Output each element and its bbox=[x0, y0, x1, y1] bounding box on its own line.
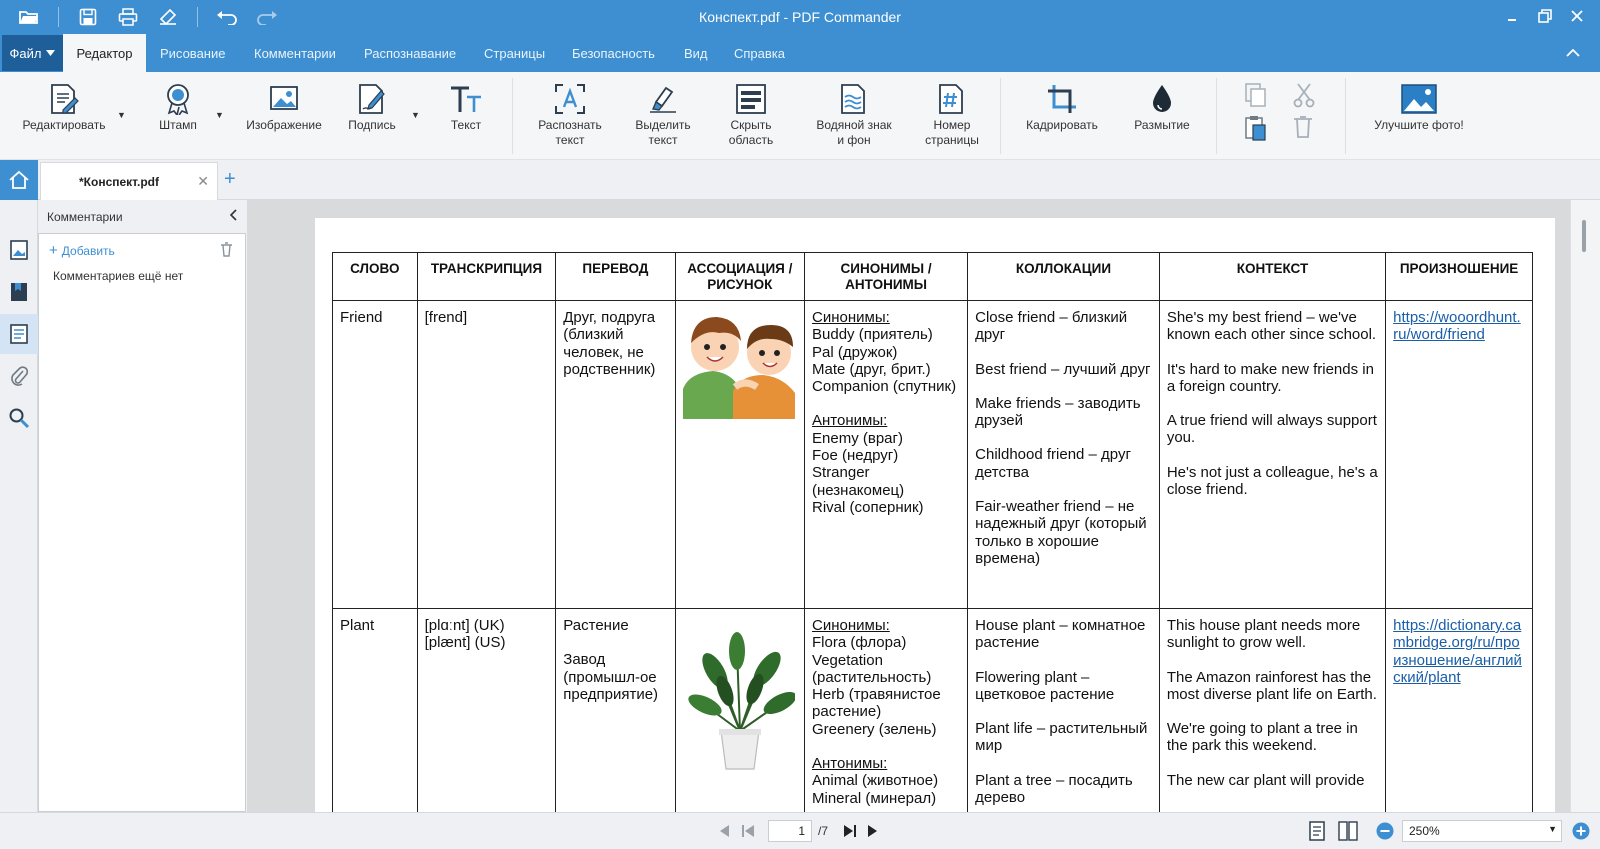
hide-area-button[interactable] bbox=[720, 80, 782, 148]
crop-button[interactable] bbox=[1018, 80, 1106, 133]
context-item: It's hard to make new friends in a foreign country. bbox=[1166, 360, 1374, 395]
window-controls bbox=[1504, 6, 1586, 26]
context-item: A true friend will always support you. bbox=[1166, 412, 1377, 447]
synonym-item: Vegetation (растительность) bbox=[812, 651, 932, 686]
prev-page-button[interactable] bbox=[720, 825, 730, 840]
comments-panel-title: Комментарии bbox=[47, 210, 123, 224]
file-menu-button[interactable] bbox=[2, 35, 63, 71]
zoom-select[interactable] bbox=[1402, 820, 1562, 842]
watermark-icon bbox=[839, 83, 869, 115]
header-collocations: КОЛЛОКАЦИИ bbox=[968, 253, 1160, 301]
delete-icon[interactable] bbox=[1292, 114, 1318, 142]
collocation-item: House plant – комнатное растение bbox=[975, 617, 1146, 652]
tab-view[interactable]: Вид bbox=[684, 45, 708, 61]
translation-line: Завод (промышл-ое предприятие) bbox=[563, 651, 659, 703]
page-number-label-1: Номер bbox=[933, 118, 971, 132]
next-page-button[interactable] bbox=[868, 825, 878, 840]
tab-comments[interactable]: Комментарии bbox=[254, 45, 336, 61]
document-tab-name: *Конспект.pdf bbox=[79, 174, 159, 189]
blur-label: Размытие bbox=[1134, 118, 1190, 132]
enhance-photo-button[interactable] bbox=[1364, 80, 1474, 133]
context-cell bbox=[1159, 609, 1385, 813]
pronunciation-link[interactable]: https://dictionary.cambridge.org/ru/произношение/английский/plant bbox=[1393, 617, 1522, 686]
edit-button[interactable] bbox=[16, 80, 112, 133]
header-transcription: ТРАНСКРИПЦИЯ bbox=[417, 253, 556, 301]
context-item: This house plant needs more sunlight to grow well. bbox=[1166, 617, 1361, 652]
search-icon bbox=[8, 407, 30, 429]
document-tab[interactable] bbox=[40, 162, 218, 200]
status-bar bbox=[0, 812, 1600, 849]
minus-circle-icon bbox=[1376, 822, 1394, 840]
delete-comment-button[interactable] bbox=[220, 242, 233, 260]
collocations-cell bbox=[968, 609, 1160, 813]
synonyms-cell bbox=[805, 301, 968, 609]
watermark-label-2: и фон bbox=[837, 133, 871, 147]
scrollbar-thumb[interactable] bbox=[1582, 220, 1586, 252]
header-synonyms: СИНОНИМЫ / АНТОНИМЫ bbox=[805, 253, 968, 301]
caret-down-icon bbox=[46, 50, 55, 56]
header-word: СЛОВО bbox=[333, 253, 418, 301]
transcription-line: [plænt] (US) bbox=[424, 634, 506, 652]
vertical-scrollbar[interactable] bbox=[1570, 200, 1600, 812]
collocation-item: Flowering plant – цветковое растение bbox=[975, 668, 1115, 703]
first-page-button[interactable] bbox=[742, 825, 754, 840]
antonym-item: Animal (животное) bbox=[812, 772, 939, 790]
document-viewer[interactable] bbox=[247, 200, 1570, 812]
collocation-item: Best friend – лучший друг bbox=[975, 360, 1151, 378]
table-header-row bbox=[333, 253, 1533, 301]
empty-comments-message: Комментариев ещё нет bbox=[53, 269, 184, 283]
potted-plant-icon bbox=[685, 631, 795, 771]
synonym-item: Mate (друг, брит.) bbox=[812, 360, 931, 378]
image-button[interactable] bbox=[240, 80, 328, 133]
collapse-panel-button[interactable] bbox=[229, 208, 237, 224]
single-page-icon bbox=[1308, 821, 1326, 841]
thumbnails-button[interactable] bbox=[0, 230, 38, 270]
signature-label: Подпись bbox=[348, 118, 396, 132]
translation-cell bbox=[556, 301, 675, 609]
context-item: We're going to plant a tree in the park this weekend. bbox=[1166, 720, 1358, 755]
enhance-photo-icon bbox=[1400, 83, 1438, 115]
window-title: Конспект.pdf - PDF Commander bbox=[699, 9, 901, 25]
translation-cell bbox=[556, 609, 675, 813]
bookmark-book-icon bbox=[9, 281, 29, 303]
add-comment-label: Добавить bbox=[61, 243, 115, 258]
ocr-icon bbox=[554, 83, 586, 115]
single-page-view-button[interactable] bbox=[1308, 821, 1326, 844]
search-button[interactable] bbox=[0, 398, 38, 438]
antonyms-label: Антонимы: bbox=[812, 755, 888, 773]
trash-icon bbox=[220, 242, 233, 257]
crop-label: Кадрировать bbox=[1026, 118, 1098, 132]
context-cell bbox=[1159, 301, 1385, 609]
tab-drawing[interactable]: Рисование bbox=[160, 45, 226, 61]
zoom-value: 250% bbox=[1409, 824, 1440, 838]
recognize-label-2: текст bbox=[555, 133, 585, 147]
plus-circle-icon bbox=[1572, 822, 1590, 840]
recognize-text-button[interactable] bbox=[528, 80, 612, 148]
synonyms-label: Синонимы: bbox=[812, 617, 890, 634]
comments-list bbox=[38, 233, 246, 812]
pdf-page bbox=[315, 218, 1555, 812]
context-item: She's my best friend – we've known each other since school. bbox=[1166, 309, 1377, 344]
crop-icon bbox=[1047, 84, 1077, 114]
page-number-button[interactable] bbox=[914, 80, 990, 148]
antonym-item: Stranger (незнакомец) bbox=[812, 464, 905, 499]
collocation-item: Plant life – растительный мир bbox=[975, 720, 1148, 755]
page-number-input[interactable]: 1 bbox=[768, 820, 812, 842]
copy-icon[interactable] bbox=[1244, 82, 1270, 108]
tab-editor[interactable]: Редактор bbox=[63, 34, 146, 72]
collocation-item: Make friends – заводить друзей bbox=[975, 394, 1141, 430]
synonym-item: Companion (спутник) bbox=[812, 378, 957, 396]
transcription-cell bbox=[417, 609, 556, 813]
collocation-item: Childhood friend – друг детства bbox=[975, 446, 1131, 481]
text-icon bbox=[449, 84, 483, 114]
table-row bbox=[333, 301, 1533, 609]
skip-last-icon bbox=[844, 825, 856, 837]
translation-line: Друг, подруга (близкий человек, не родственник) bbox=[563, 309, 656, 378]
signature-button[interactable] bbox=[340, 80, 404, 133]
zoom-in-button[interactable] bbox=[1572, 822, 1590, 843]
association-cell bbox=[675, 609, 804, 813]
synonym-item: Buddy (приятель) bbox=[812, 326, 933, 344]
synonym-item: Greenery (зелень) bbox=[812, 720, 937, 738]
edit-label: Редактировать bbox=[22, 118, 106, 132]
bookmarks-button[interactable] bbox=[0, 272, 38, 312]
document-tab-strip bbox=[0, 160, 1600, 200]
paste-icon[interactable] bbox=[1244, 114, 1270, 142]
drop-icon bbox=[1150, 83, 1174, 115]
attachments-button[interactable] bbox=[0, 356, 38, 396]
plus-icon: + bbox=[49, 242, 58, 259]
select-text-label-1: Выделить bbox=[635, 118, 691, 132]
file-menu-label: Файл bbox=[9, 45, 42, 61]
separator bbox=[1345, 78, 1346, 154]
header-association: АССОЦИАЦИЯ / РИСУНОК bbox=[675, 253, 804, 301]
watermark-button[interactable] bbox=[800, 80, 908, 148]
add-comment-button[interactable] bbox=[49, 242, 115, 259]
transcription-line: [frend] bbox=[424, 309, 468, 326]
stamp-button[interactable] bbox=[152, 80, 204, 133]
skip-first-icon bbox=[742, 825, 754, 837]
antonym-item: Enemy (враг) bbox=[812, 429, 903, 447]
watermark-label-1: Водяной знак bbox=[816, 118, 892, 132]
image-icon bbox=[269, 85, 299, 113]
enhance-photo-label: Улучшите фото! bbox=[1374, 118, 1464, 132]
signature-pen-icon bbox=[357, 83, 387, 115]
pronunciation-link[interactable]: https://wooordhunt.ru/word/friend bbox=[1393, 309, 1521, 344]
blur-button[interactable] bbox=[1126, 80, 1198, 133]
text-button[interactable] bbox=[440, 80, 492, 133]
table-row bbox=[333, 609, 1533, 813]
page-total: /7 bbox=[818, 824, 829, 838]
close-tab-icon[interactable]: ✕ bbox=[197, 173, 209, 189]
synonym-item: Pal (дружок) bbox=[812, 343, 898, 361]
collapse-ribbon-button[interactable] bbox=[1552, 34, 1594, 72]
stamp-label: Штамп bbox=[159, 118, 197, 132]
close-icon[interactable] bbox=[1568, 6, 1586, 26]
add-tab-button[interactable]: + bbox=[224, 168, 236, 190]
tab-pages[interactable]: Страницы bbox=[484, 45, 546, 61]
antonyms-label: Антонимы: bbox=[812, 412, 888, 430]
antonym-item: Rival (соперник) bbox=[812, 498, 924, 516]
pronunciation-cell bbox=[1386, 609, 1533, 813]
home-icon bbox=[8, 170, 30, 190]
context-item: The Amazon rainforest has the most diverse plant life on Earth. bbox=[1166, 668, 1377, 703]
paperclip-icon bbox=[10, 365, 28, 387]
stamp-dropdown-arrow[interactable]: ▼ bbox=[215, 110, 224, 120]
association-cell bbox=[675, 301, 804, 609]
word-cell: Friend bbox=[333, 301, 418, 609]
text-label: Текст bbox=[450, 118, 482, 132]
collocations-cell bbox=[968, 301, 1160, 609]
select-text-label-2: текст bbox=[648, 133, 678, 147]
transcription-line: [plɑːnt] (UK) bbox=[424, 617, 505, 634]
two-boys-icon bbox=[683, 311, 801, 419]
minimize-icon[interactable] bbox=[1504, 6, 1522, 26]
redact-area-icon bbox=[735, 83, 767, 115]
synonym-item: Herb (травянистое растение) bbox=[812, 686, 941, 721]
separator bbox=[1216, 78, 1217, 154]
ribbon-toolbar bbox=[0, 72, 1600, 160]
stamp-award-icon bbox=[164, 83, 192, 115]
separator bbox=[512, 78, 513, 154]
hide-area-label-2: область bbox=[728, 133, 774, 147]
highlighter-icon bbox=[648, 84, 678, 114]
translation-line: Растение bbox=[563, 617, 629, 634]
collocation-item: Close friend – близкий друг bbox=[975, 309, 1128, 344]
tab-recognition[interactable]: Распознавание bbox=[364, 45, 457, 61]
separator bbox=[1000, 78, 1001, 154]
comments-panel-button[interactable] bbox=[0, 314, 38, 354]
page-number-icon bbox=[937, 83, 967, 115]
word-cell: Plant bbox=[333, 609, 418, 813]
context-item: He's not just a colleague, he's a close friend. bbox=[1166, 463, 1378, 499]
header-pronunciation: ПРОИЗНОШЕНИЕ bbox=[1386, 253, 1533, 301]
hide-area-label-1: Скрыть bbox=[730, 118, 772, 132]
transcription-cell bbox=[417, 301, 556, 609]
synonym-item: Flora (флора) bbox=[812, 634, 907, 652]
signature-dropdown-arrow[interactable]: ▼ bbox=[411, 110, 420, 120]
header-context: КОНТЕКСТ bbox=[1159, 253, 1385, 301]
cut-icon[interactable] bbox=[1292, 82, 1318, 108]
chevron-left-icon bbox=[229, 209, 237, 221]
zoom-out-button[interactable] bbox=[1376, 822, 1394, 843]
select-text-button[interactable] bbox=[628, 80, 698, 148]
comments-list-icon bbox=[9, 323, 29, 345]
page-number-label-2: страницы bbox=[925, 133, 979, 147]
menu-bar bbox=[0, 34, 1600, 72]
collocation-item: Plant a tree – посадить дерево bbox=[975, 771, 1133, 807]
header-translation: ПЕРЕВОД bbox=[556, 253, 675, 301]
home-button[interactable] bbox=[0, 160, 38, 200]
synonyms-cell bbox=[805, 609, 968, 813]
vocabulary-table bbox=[332, 252, 1533, 812]
two-page-view-button[interactable] bbox=[1338, 821, 1358, 844]
title-bar bbox=[0, 0, 1600, 34]
two-page-icon bbox=[1338, 821, 1358, 841]
antonym-item: Mineral (минерал) bbox=[812, 789, 937, 807]
synonyms-label: Синонимы: bbox=[812, 309, 890, 326]
left-sidebar-icons bbox=[0, 200, 38, 812]
tab-help[interactable]: Справка bbox=[734, 45, 785, 61]
collocation-item: Fair-weather friend – не надежный друг (который только в хорошие времена) bbox=[975, 498, 1147, 567]
page-thumbnail-icon bbox=[9, 239, 29, 261]
edit-document-icon bbox=[49, 83, 79, 115]
tab-security[interactable]: Безопасность bbox=[572, 45, 655, 61]
restore-icon[interactable] bbox=[1536, 6, 1554, 26]
triangle-left-icon bbox=[720, 825, 730, 837]
chevron-up-icon bbox=[1566, 49, 1580, 57]
pronunciation-cell bbox=[1386, 301, 1533, 609]
edit-dropdown-arrow[interactable]: ▼ bbox=[117, 110, 126, 120]
antonym-item: Foe (недруг) bbox=[812, 447, 899, 465]
caret-down-icon: ▼ bbox=[1548, 824, 1557, 834]
triangle-right-icon bbox=[868, 825, 878, 837]
last-page-button[interactable] bbox=[844, 825, 856, 840]
comments-panel bbox=[38, 200, 247, 812]
image-label: Изображение bbox=[246, 118, 322, 132]
recognize-label-1: Распознать bbox=[538, 118, 602, 132]
context-item: The new car plant will provide bbox=[1166, 771, 1365, 789]
